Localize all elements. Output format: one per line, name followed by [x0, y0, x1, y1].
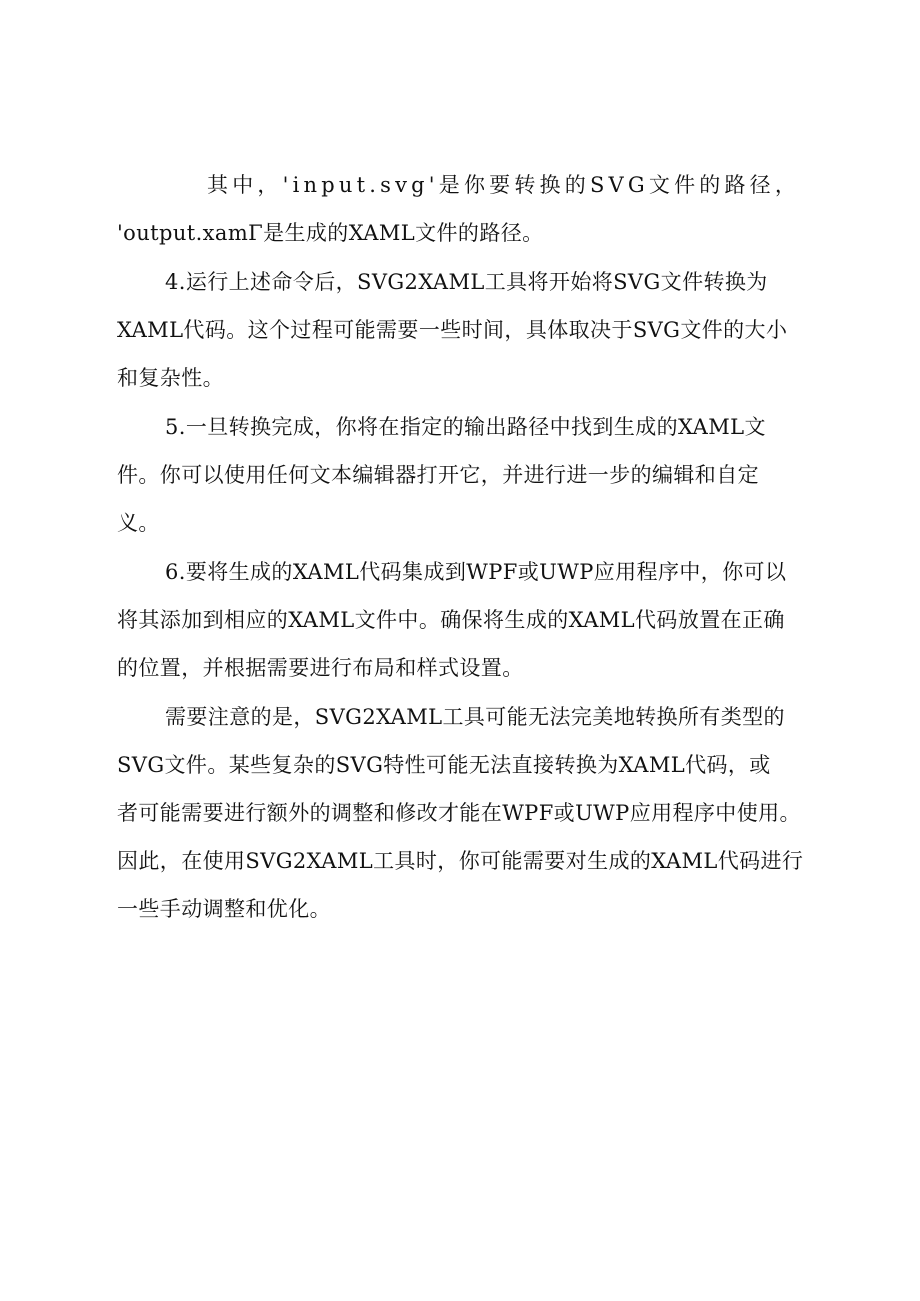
text-line: 和复杂性。 — [117, 366, 224, 390]
text-line: 因此，在使用SVG2XAML工具时，你可能需要对生成的XAML代码进行 — [117, 849, 804, 873]
text-line: 'output.xamΓ是生成的XAML文件的路径。 — [117, 221, 544, 245]
text-line: 5.一旦转换完成，你将在指定的输出路径中找到生成的XAML文 — [165, 415, 766, 439]
text-line: 将其添加到相应的XAML文件中。确保将生成的XAML代码放置在正确 — [117, 608, 785, 632]
paragraph-step-4 — [117, 258, 817, 402]
text-line: 者可能需要进行额外的调整和修改才能在WPF或UWP应用程序中使用。 — [117, 801, 801, 825]
paragraph-intro — [117, 161, 817, 257]
paragraph-step-6 — [117, 548, 817, 692]
text-line: 4.运行上述命令后，SVG2XAML工具将开始将SVG文件转换为 — [165, 270, 768, 294]
text-line: 6.要将生成的XAML代码集成到WPF或UWP应用程序中，你可以 — [165, 560, 787, 584]
text-line: 件。你可以使用任何文本编辑器打开它，并进行进一步的编辑和自定 — [117, 463, 759, 487]
text-line: 的位置，并根据需要进行布局和样式设置。 — [117, 656, 524, 680]
text-line: XAML代码。这个过程可能需要一些时间，具体取决于SVG文件的大小 — [117, 318, 788, 342]
text-line: SVG文件。某些复杂的SVG特性可能无法直接转换为XAML代码，或 — [117, 753, 771, 777]
text-line: 需要注意的是，SVG2XAML工具可能无法完美地转换所有类型的 — [165, 705, 785, 729]
paragraph-step-5 — [117, 403, 817, 547]
text-line: 义。 — [117, 511, 160, 535]
paragraph-note — [117, 693, 817, 933]
text-line: 一些手动调整和优化。 — [117, 897, 331, 921]
text-line: 其中，'input.svg'是你要转换的SVG文件的路径， — [207, 173, 801, 197]
